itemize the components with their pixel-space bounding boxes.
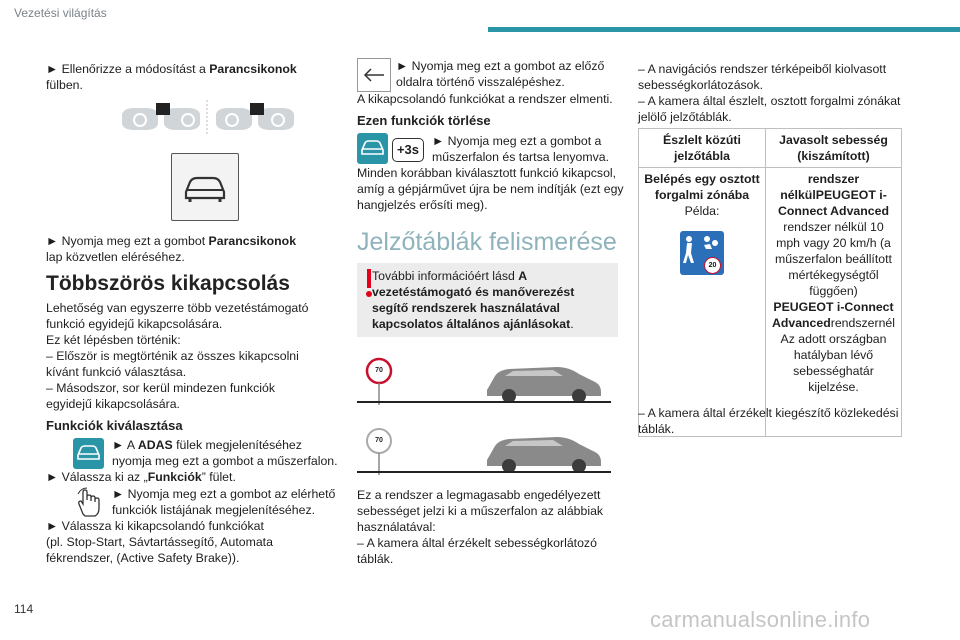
note-box [357, 263, 618, 337]
step-select-functions: ► Válassza ki kikapcsolandó funkciókat (pl. Stop-Start, Sávtartássegítő, Automata fékrendszer, (Active Safety Brake)). [46, 519, 273, 565]
paragraph-system: Ez a rendszer a legmagasabb engedélyezett sebességet jelzi ki a műszerfalon az alábbiak használatával: – A kamera által érzékelt sebességkorlátozó táblák. [357, 488, 604, 566]
paragraph-additional-signs: – A kamera által érzékelt kiegészítő közlekedési táblák. [638, 406, 899, 436]
table-header-row [639, 129, 902, 168]
speed-20-badge: 20 [704, 257, 721, 274]
table-header-suggested-speed: Javasolt sebesség (kiszámított) [766, 129, 902, 168]
touch-hand-icon [73, 486, 105, 518]
subsection-title-delete-functions: Ezen funkciók törlése [357, 113, 491, 128]
table-row [639, 168, 902, 437]
adas-button-icon [73, 438, 104, 469]
header-accent-bar [488, 27, 960, 32]
car-outline-icon-2 [360, 138, 385, 158]
speed-sign-value-1: 70 [375, 367, 383, 374]
car-outline-icon [76, 443, 101, 463]
paragraph-reset: Minden korábban kiválasztott funkció kikapcsol, amíg a gépjárművet újra be nem indítják (ezt egy hangjelzés erősíti meg). [357, 166, 624, 212]
illustration-sign-car-2 [357, 420, 611, 478]
plus-3s-label: +3s [392, 138, 424, 162]
shared-zone-sign-icon [680, 231, 724, 275]
car-icon [172, 154, 238, 220]
page-number: 114 [14, 602, 34, 616]
indicator-icons-pair [118, 100, 296, 136]
step-adas: ► A ADAS fülek megjelenítéséhez nyomja meg ezt a gombot a műszerfalon. [112, 438, 338, 468]
cell-speed-title-2: PEUGEOT i-Connect Advanced [771, 300, 894, 330]
cell-speed-title-1: rendszer nélkülPEUGEOT i-Connect Advanced [778, 172, 889, 218]
paragraph-shortcut: ► Nyomja meg ezt a gombot Parancsikonok lap közvetlen eléréséhez. [46, 234, 297, 264]
subsection-title-select-functions: Funkciók kiválasztása [46, 418, 183, 433]
running-header: Vezetési világítás [14, 6, 107, 20]
sign-speed-table [638, 128, 902, 437]
adas-car-icon [357, 133, 388, 164]
paragraph-check: ► Ellenőrizze a módosítást a Parancsikonok fülben. [46, 62, 297, 92]
step-functions-tab: ► Válassza ki az „Funkciók” fület. [46, 470, 236, 484]
watermark: carmanualsonline.info [650, 607, 871, 632]
illustration-sign-car-1 [357, 350, 611, 408]
step-back: ► Nyomja meg ezt a gombot az előző oldalra történő visszalépéshez. [396, 59, 605, 89]
section-title-multiple-deactivation: Többszörös kikapcsolás [46, 272, 290, 295]
note-text: További információért lásd A vezetéstámogató és manőverezést segítő rendszerek használatával kapcsolatos általános ajánlásokat. [372, 269, 575, 331]
press-hold-3s-icon [392, 136, 426, 162]
back-arrow-icon [357, 58, 391, 92]
cell-speed-text-1: rendszer nélkül 10 mph vagy 20 km/h (a műszerfalon beállított mértékegységtől függően) [775, 220, 892, 298]
paragraph-intro: Lehetőség van egyszerre több vezetéstámogató funkció egyidejű kikapcsolására. Ez két lépésben történik: – Először is megtörténik az összes kikapcsolni kívánt funkció választása. – Másodszor, sor kerül mindezen funkciók egyidejű kikapcsolására. [46, 301, 309, 411]
shortcut-button [171, 153, 239, 221]
section-title-sign-recognition: Jelzőtáblák felismerése [357, 228, 617, 256]
table-header-detected-sign: Észlelt közúti jelzőtábla [639, 129, 766, 168]
step-hold: ► Nyomja meg ezt a gombot a műszerfalon és tartsa lenyomva. [432, 134, 610, 164]
steering-wheel-icons [118, 100, 296, 136]
cell-sign-example: Példa: [684, 204, 720, 218]
paragraph-nav-limits: – A navigációs rendszer térképeiből kiolvasott sebességkorlátozások. – A kamera által észlelt, osztott forgalmi zónákat jelölő jelzőtáblák. [638, 62, 901, 124]
table-cell-sign [639, 168, 766, 437]
paragraph-saved: A kikapcsolandó funkciókat a rendszer elmenti. [357, 92, 613, 106]
speed-sign-value-2: 70 [375, 437, 383, 444]
step-list-button: ► Nyomja meg ezt a gombot az elérhető funkciók listájának megjelenítéséhez. [112, 487, 336, 517]
cell-speed-text-2: rendszernél Az adott országban hatályban lévő sebességhatár kijelzése. [780, 316, 896, 394]
table-cell-speed [766, 168, 902, 437]
cell-sign-title: Belépés egy osztott forgalmi zónába [644, 172, 760, 202]
